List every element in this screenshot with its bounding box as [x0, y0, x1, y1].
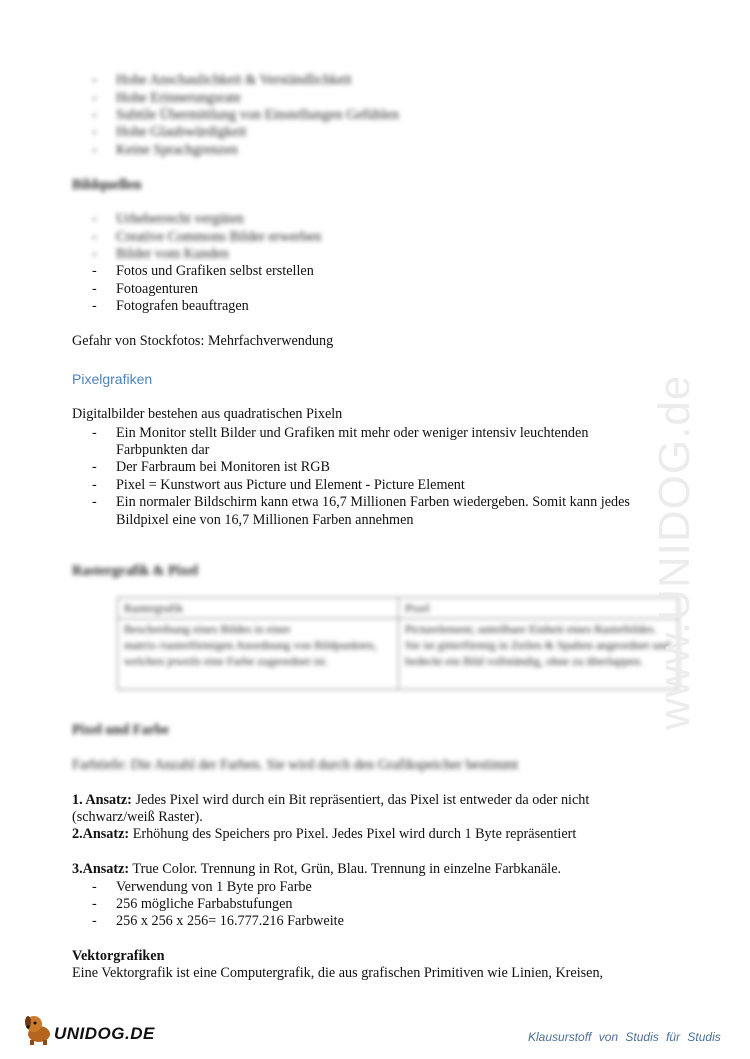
table-row — [118, 619, 679, 690]
section-heading-pixel-farbe: Pixel und Farbe — [72, 722, 169, 738]
section-heading-vektorgrafiken: Vektorgrafiken — [72, 948, 165, 964]
footer-logo-text: UNIDOG.DE — [54, 1024, 155, 1043]
table-cell: Beschreibung eines Bildes in einer matrix-/rasterförmigen Anordnung von Bildpunkten, welchen jeweils eine Farbe zugeordnet ist. — [118, 619, 399, 690]
table-header-cell: Rastergrafik — [118, 598, 399, 619]
ansatz-3: 3.Ansatz: True Color. Trennung in Rot, Grün, Blau. Trennung in einzelne Farbkanäle. — [72, 861, 562, 877]
ansatz-1-continued: (schwarz/weiß Raster). — [72, 809, 203, 825]
footer-tagline: Klausurstoff von Studis für Studis — [528, 1030, 721, 1044]
raster-table — [117, 597, 679, 690]
table-row — [118, 598, 679, 619]
table-cell: Picturelement; unteilbare Einheit eines Rasterbildes. Sie ist gitterförmig in Zeilen & Spalten angeordnet und bedeckt ein Bild vollständig, ohne zu überlappen. — [399, 619, 679, 690]
gefahr-text: Gefahr von Stockfotos: Mehrfachverwendung — [72, 333, 334, 349]
section-heading-pixelgrafiken: Pixelgrafiken — [72, 371, 153, 387]
pixel-intro: Digitalbilder bestehen aus quadratischen Pixeln — [72, 406, 343, 422]
section-heading-bildquellen: Bildquellen — [72, 177, 142, 193]
farbtiefe-text: Farbtiefe: Die Anzahl der Farben. Sie wird durch den Grafikspeicher bestimmt — [72, 757, 519, 773]
vektor-text: Eine Vektorgrafik ist eine Computergrafik, die aus grafischen Primitiven wie Linien, Kreisen, — [72, 965, 604, 981]
section-heading-rastergrafik: Rastergrafik & Pixel — [72, 563, 199, 579]
ansatz-1: 1. Ansatz: Jedes Pixel wird durch ein Bit repräsentiert, das Pixel ist entweder da oder nicht — [72, 792, 590, 808]
ansatz-2: 2.Ansatz: Erhöhung des Speichers pro Pixel. Jedes Pixel wird durch 1 Byte repräsentiert — [72, 826, 577, 842]
dog-logo-icon — [22, 1012, 56, 1046]
table-header-cell: Pixel — [399, 598, 679, 619]
watermark: www.UNIDOG.de — [650, 374, 699, 730]
